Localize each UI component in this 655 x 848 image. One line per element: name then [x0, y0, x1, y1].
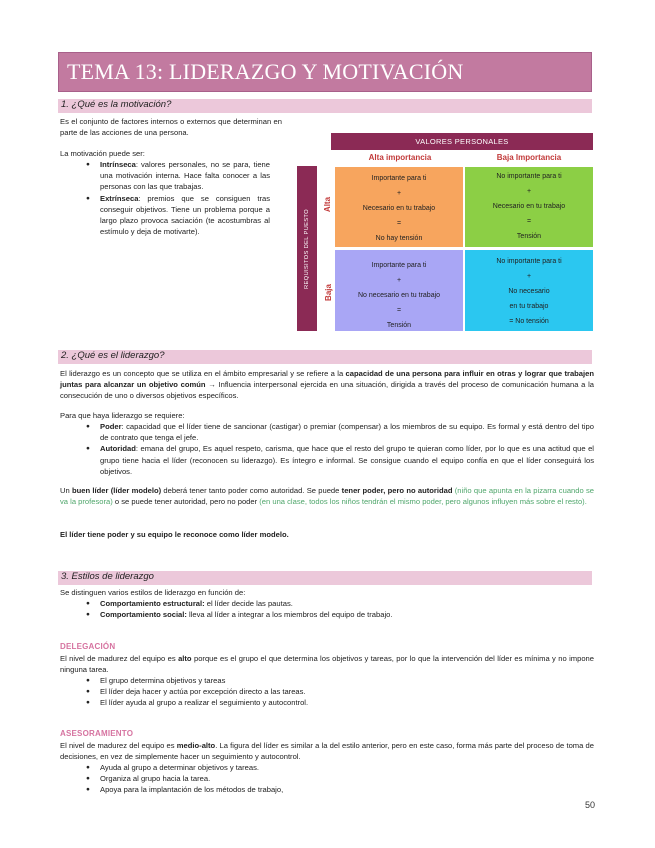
- cell-high-low: No importante para ti + Necesario en tu trabajo = Tensión: [465, 167, 593, 247]
- list-item: ● Ayuda al grupo a determinar objetivos y tareas.: [100, 762, 594, 773]
- definition: : valores personales, no se para, tiene una motivación interna. Hace falta conocer a las personas con las que trabajas.: [100, 160, 270, 192]
- cell-low-high: Importante para ti + No necesario en tu trabajo = Tensión: [335, 250, 463, 331]
- table-header: VALORES PERSONALES: [331, 133, 593, 150]
- list-item: ● Organiza al grupo hacia la tarea.: [100, 773, 594, 784]
- motivacion-lead: La motivación puede ser:: [60, 149, 145, 158]
- delegacion-paragraph: El nivel de madurez del equipo es alto porque es el grupo el que determina los objetivos y tareas, por lo que la intervención del líder es mínima y no impone ninguna tarea.: [60, 654, 594, 675]
- list-item: ● Comportamiento estructural: el líder decide las pautas.: [100, 598, 594, 609]
- list-item: [100, 159, 270, 193]
- page-number: 50: [584, 800, 595, 810]
- side-label: REQUISITOS DEL PUESTO: [304, 208, 310, 289]
- term: Intrínseca: [100, 160, 136, 169]
- buen-lider-paragraph: Un buen líder (líder modelo) deberá tener tanto poder como autoridad. Se puede tener poder, pero no autoridad (niño que apunta en la pizarra cuando se va la profesora) o se puede tener autoridad, pero no poder (en una clase, todos los niños tendrán el mismo poder, pero algunos influyen más sobre el resto).: [60, 486, 595, 507]
- section-heading-text: 3. Estilos de liderazgo: [61, 571, 154, 582]
- row-group-label: [297, 166, 317, 331]
- cell-high-high: Importante para ti + Necesario en tu trabajo = No hay tensión: [335, 167, 463, 247]
- row-label-low: Baja: [323, 284, 333, 301]
- delegacion-title: DELEGACIÓN: [60, 642, 116, 651]
- estilos-list: [100, 598, 594, 620]
- motivacion-list: [100, 159, 270, 237]
- section-heading-motivacion: [58, 99, 592, 113]
- list-item: ● El grupo determina objetivos y tareas: [100, 675, 594, 686]
- liderazgo-list: [100, 421, 594, 477]
- list-item: ● Autoridad: emana del grupo, Es aquel respeto, carisma, que hace que el resto del grupo te quieran como líder, por lo que es una actitud que el grupo tiene hacia el líder (reconocen su liderazgo). Es íntegro e informal. Se consigue cuando el equipo confía en que el líder conseguirá los objetivos.: [100, 443, 594, 477]
- column-header-low: Baja Importancia: [496, 153, 562, 162]
- section-heading-text: 2. ¿Qué es el liderazgo?: [61, 350, 165, 361]
- list-item: ● Apoya para la implantación de los métodos de trabajo,: [100, 784, 594, 795]
- list-item: [100, 193, 270, 238]
- list-item: ● El líder deja hacer y actúa por excepción directo a las tareas.: [100, 686, 594, 697]
- motivacion-intro: Es el conjunto de factores internos o externos que determinan en parte de las acciones de una persona.: [60, 117, 282, 138]
- lider-modelo-statement: El líder tiene poder y su equipo le reconoce como líder modelo.: [60, 530, 289, 539]
- liderazgo-lead: Para que haya liderazgo se requiere:: [60, 411, 185, 420]
- estilos-lead: Se distinguen varios estilos de liderazgo en función de:: [60, 588, 246, 597]
- asesoramiento-list: [100, 762, 594, 796]
- asesoramiento-paragraph: El nivel de madurez del equipo es medio-alto. La figura del líder es similar a la del estilo anterior, pero en este caso, forma más parte del proceso de toma de decisiones, en vez de simplemente hacer un seguimiento y autocontrol.: [60, 741, 595, 762]
- liderazgo-definition: El liderazgo es un concepto que se utiliza en el ámbito empresarial y se refiere a la capacidad de una persona para influir en otras y lograr que trabajen juntas para alcanzar un objetivo común → Influencia interpersonal ejercida en una situación, dirigida a través del proceso de comunicación humana a la consecución de uno o diversos objetivos específicos.: [60, 369, 595, 401]
- section-heading-estilos: [58, 571, 592, 585]
- section-heading-text: 1. ¿Qué es la motivación?: [61, 99, 172, 110]
- definition: : premios que se consiguen tras conseguir objetivos. Tiene un problema porque a largo plazo provoca saciación (te acostumbras al estímulo y deja de motivarte).: [100, 193, 270, 237]
- column-header-high: Alta importancia: [368, 153, 432, 162]
- list-item: ● El líder ayuda al grupo a realizar el seguimiento y autocontrol.: [100, 697, 594, 708]
- row-label-high: Alta: [323, 196, 333, 213]
- term: Extrínseca: [100, 193, 139, 203]
- page-title: TEMA 13: LIDERAZGO Y MOTIVACIÓN: [67, 59, 464, 84]
- delegacion-list: [100, 675, 594, 709]
- asesoramiento-title: ASESORAMIENTO: [60, 729, 134, 738]
- list-item: ● Comportamiento social: lleva al líder a integrar a los miembros del equipo de trabajo.: [100, 609, 594, 620]
- page-title-bar: [58, 52, 592, 92]
- section-heading-liderazgo: [58, 350, 592, 364]
- list-item: ● Poder: capacidad que el líder tiene de sancionar (castigar) o premiar (compensar) a los miembros de su equipo. Es formal y está dentro del tipo de contrato que tenga el jefe.: [100, 421, 594, 443]
- cell-low-low: No importante para ti + No necesario en tu trabajo = No tensión: [465, 250, 593, 331]
